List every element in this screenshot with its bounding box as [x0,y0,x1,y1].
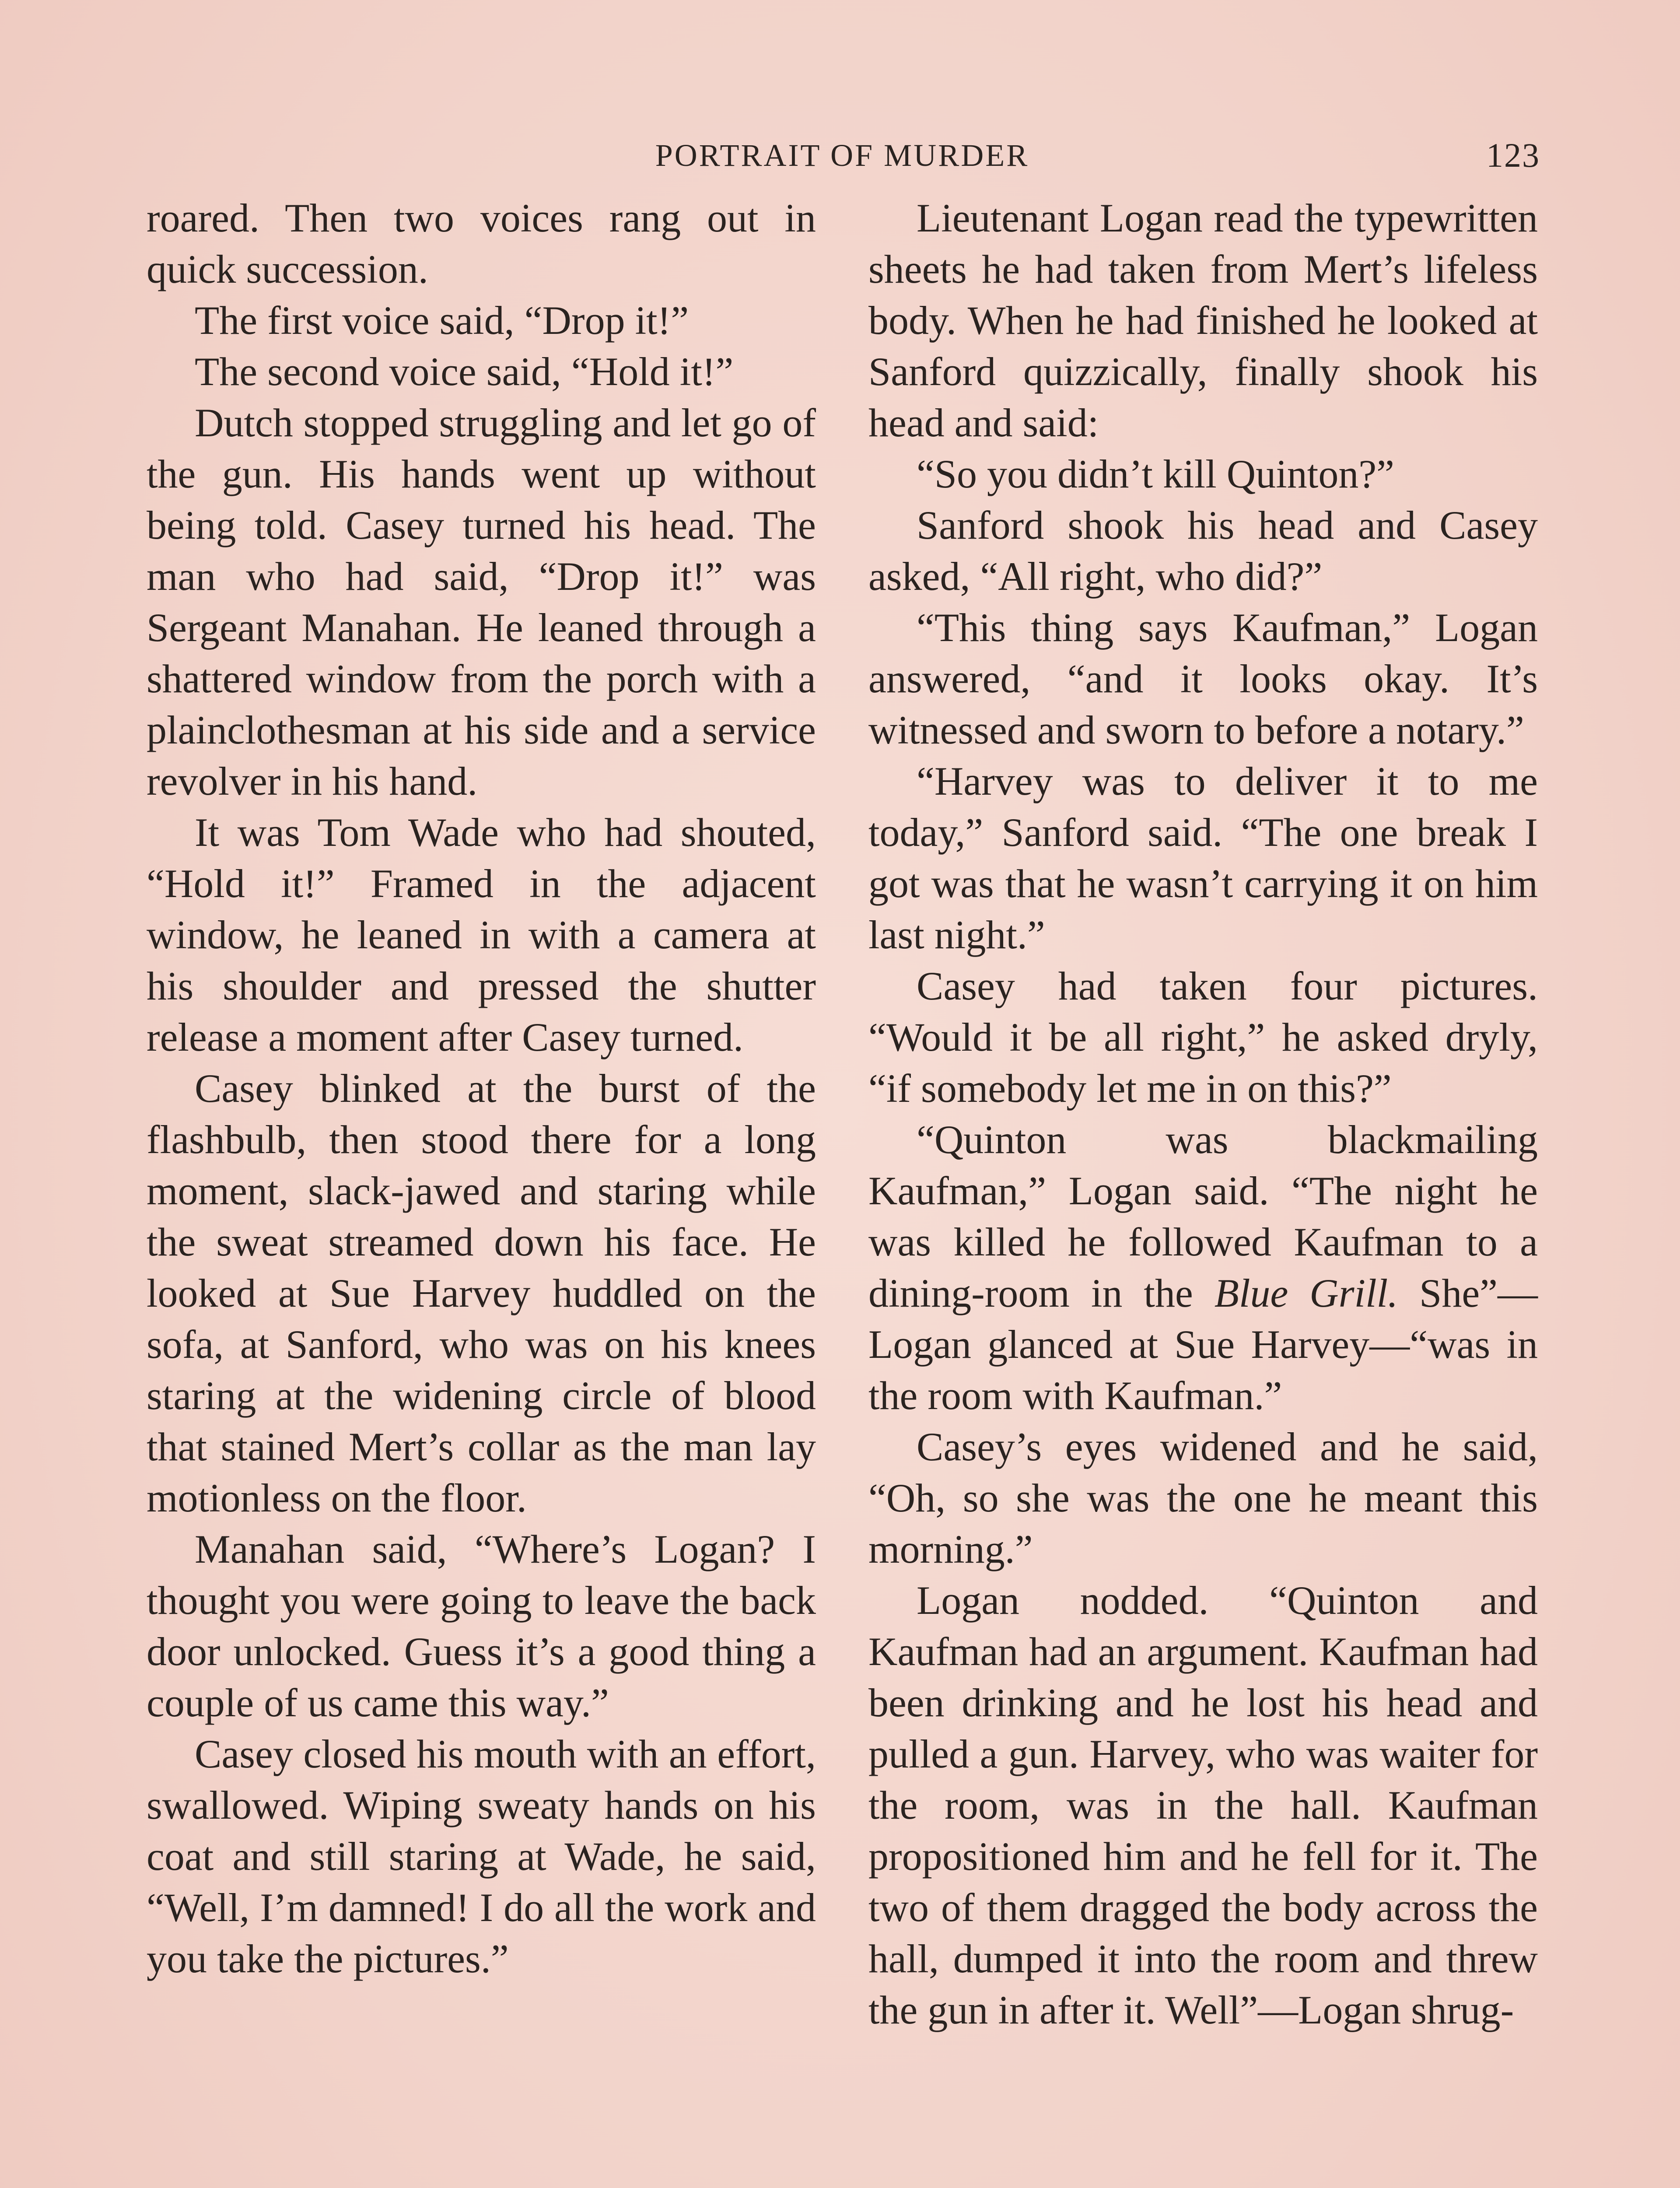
paragraph: Casey’s eyes widened and he said, “Oh, so she was the one he meant this morning.” [868,1424,1538,1571]
paragraph: Casey closed his mouth with an effort, swallowed. Wiping sweaty hands on his coat and still staring at Wade, he said, “Well, I’m damned! I do all the work and you take the pictures.” [147,1732,816,1981]
paragraph: “So you didn’t kill Quinton?” [917,452,1395,496]
paragraph: The second voice said, “Hold it!” [195,349,734,394]
paragraph: Lieutenant Logan read the typewritten sheets he had taken from Mert’s lifeless body. When he had finished he looked at Sanford quizzically, finally shook his head and said: [868,196,1538,445]
paragraph: Sanford shook his head and Casey asked, “All right, who did?” [868,503,1538,599]
paragraph-text: She”—Logan glanced at Sue Harvey—“was in the room with Kaufman.” [868,1271,1538,1418]
page-header [144,131,1540,179]
paragraph: Casey blinked at the burst of the flashbulb, then stood there for a long moment, slack-jawed and staring while the sweat streamed down his face. He looked at Sue Harvey huddled on the sofa, at Sanford, who was on his knees staring at the widening circle of blood that stained Mert’s collar as the man lay motionless on the floor. [147,1066,816,1520]
italic-title: Blue Grill. [1214,1271,1398,1315]
paragraph: roared. Then two voices rang out in quick succession. [147,196,816,291]
left-column [147,193,816,1985]
paragraph: Dutch stopped struggling and let go of the gun. His hands went up without being told. Casey turned his head. The man who had said, “Drop it!” was Sergeant Manahan. He leaned through a shattered window from the porch with a plainclothesman at his side and a service revolver in his hand. [147,400,816,803]
paragraph-text: “Quinton was blackmailing Kaufman,” Logan said. “The night he was killed he followed Kaufman to a dining-room in the [868,1117,1538,1315]
paragraph: It was Tom Wade who had shouted, “Hold it!” Framed in the adjacent window, he leaned in with a camera at his shoulder and pressed the shutter release a moment after Casey turned. [147,810,816,1059]
paragraph: Manahan said, “Where’s Logan? I thought you were going to leave the back door unlocked. Guess it’s a good thing a couple of us came this way.” [147,1527,816,1725]
paragraph: Logan nodded. “Quinton and Kaufman had an argument. Kaufman had been drinking and he lost his head and pulled a gun. Harvey, who was waiter for the room, was in the hall. Kaufman propositioned him and he fell for it. The two of them dragged the body across the hall, dumped it into the room and threw the gun in after it. Well”—Logan shrug- [868,1578,1538,2032]
running-head: PORTRAIT OF MURDER [655,138,1029,173]
right-column [868,193,1538,2036]
paragraph: The first voice said, “Drop it!” [195,298,689,343]
paragraph [868,1114,1538,1421]
page-number: 123 [1486,136,1540,174]
paragraph: “Harvey was to deliver it to me today,” Sanford said. “The one break I got was that he wasn’t carrying it on him last night.” [868,759,1538,957]
paragraph: Casey had taken four pictures. “Would it be all right,” he asked dryly, “if somebody let me in on this?” [868,964,1538,1111]
paragraph: “This thing says Kaufman,” Logan answered, “and it looks okay. It’s witnessed and sworn to before a notary.” [868,605,1538,752]
